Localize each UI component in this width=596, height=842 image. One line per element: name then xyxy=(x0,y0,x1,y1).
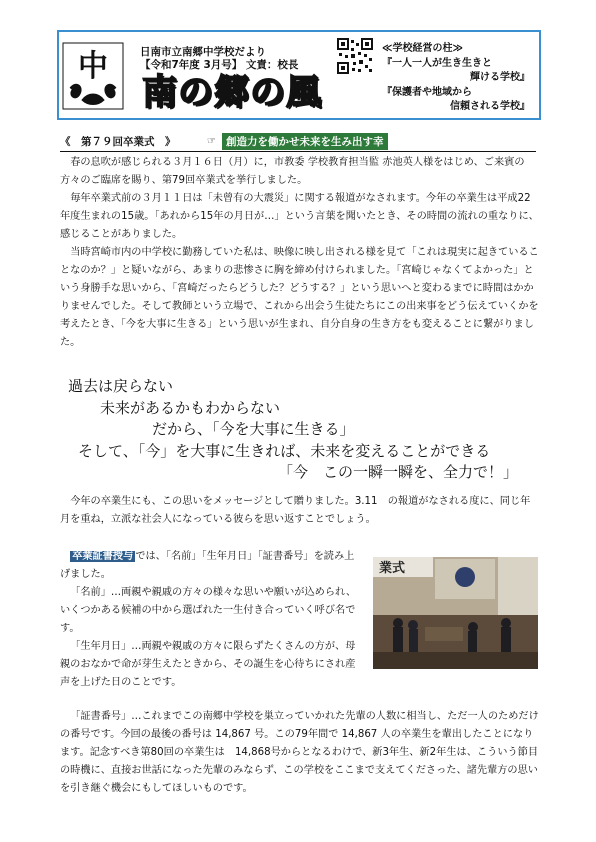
number-paragraph: 「証書番号」…これまでこの南郷中学校を巣立っていかれた先輩の人数に相当し、ただ一人のためだけの番号です。今回の最後の番号は 14,867 号。この79年間で 14,867 人の卒業生を輩出したことになります。記念すべき第80回の卒業生は 14,868号からとなるわけで、新3年生、新2年生は、こういう節目の時機に、直接お世話になった先輩のみならず、この学校をここまで支えてくださった、諸先輩方の思いを引き継ぐ機会にもしてほしいものです。 xyxy=(60,711,539,794)
poem-line-4: そして、「今」を大事に生きれば、未来を変えることができる xyxy=(78,441,491,460)
serial-number-section xyxy=(60,708,540,798)
birth-paragraph: 「生年月日」…両親や親戚の方々に限らずたくさんの方が、母親のおなかで命が芽生えたときから、その誕生を心待ちにされ産声を上げた日のことです。 xyxy=(60,641,356,688)
school-emblem-icon xyxy=(62,42,124,110)
section-title: 《 第７９回卒業式 》 xyxy=(60,136,176,148)
poem-line-1: 過去は戻らない xyxy=(68,377,174,395)
paragraph-3: 当時宮崎市内の中学校に勤務していた私は、映像に映し出される様を見て「これは現実に起きていることなのか？」と疑いながら、あまりの悲惨さに胸を締め付けられました。「宮崎じゃなくてよかった」という身勝手な思いから、「宮崎だったらどうした？どうする？」という思いへと変わるまでに時間はかかりませんでした。そして教師という立場で、これから出会う生徒たちにこの出来事をどう伝えていくかを考えたとき、「今を大事に生きる」という思いが生まれ、自分自身の生き方をも変えることに繋がりました。 xyxy=(60,247,539,348)
diploma-intro-text: では、「名前」「生年月日」「証書番号」を読み上げました。 xyxy=(60,551,355,580)
pillar-line-3: 『保護者や地域から xyxy=(382,86,472,98)
diploma-intro xyxy=(60,548,364,584)
section-heading xyxy=(60,134,540,152)
paragraph-2: 毎年卒業式前の３月１１日は「未曾有の大震災」に関する報道がなされます。今年の卒業生は平成22年度生まれの15歳。「あれから15年の月日が…」という言葉を聞いたとき、その時間の流れの重なりに、感じることがありました。 xyxy=(60,193,539,240)
diploma-section xyxy=(60,548,364,692)
poem-line-2: 未来があるかもわからない xyxy=(100,398,281,417)
qr-code-icon[interactable] xyxy=(337,38,373,74)
school-pillars xyxy=(382,42,542,115)
school-name: 日南市立南郷中学校だより xyxy=(140,46,266,58)
message-paragraph: 今年の卒業生にも、この思いをメッセージとして贈りました。3.11 の報道がなされる度に、同じ年月を重ね，立派な社会人になっている彼らを思い返すことでしょう。 xyxy=(60,496,531,525)
article-body xyxy=(60,154,540,352)
pillars-title: ≪学校経営の柱≫ xyxy=(382,43,463,54)
pointing-arrow-icon: ☞ xyxy=(207,136,216,147)
pillar-line-2: 輝ける学校』 xyxy=(470,72,530,83)
message-poem xyxy=(60,376,540,484)
message-section xyxy=(60,493,540,529)
school-theme-badge: 創造力を働かせ未来を生み出す幸 xyxy=(222,133,388,150)
poem-line-3: だから、「今を大事に生きる」 xyxy=(152,420,355,438)
section-divider xyxy=(60,151,536,152)
emblem-char: 中 xyxy=(78,49,108,84)
poem-line-5: 「今 この一瞬一瞬を、全力で！」 xyxy=(278,463,519,481)
issue-info: 【令和7年度 3月号】 文責：校長 xyxy=(140,59,299,71)
pillar-line-4: 信頼される学校』 xyxy=(450,101,530,112)
photo-banner-text: 業式 xyxy=(379,561,406,576)
pillar-line-1: 『一人一人が生き生きと xyxy=(382,57,492,69)
masthead-title: 南の郷の風 xyxy=(142,73,323,113)
name-paragraph: 「名前」…両親や親戚の方々の様々な思いや願いが込められ、いくつかある候補の中から選ばれた一生付き合っていく呼び名です。 xyxy=(60,587,357,634)
ceremony-photo xyxy=(373,557,538,669)
diploma-heading: 卒業証書授与 xyxy=(72,551,134,562)
paragraph-1: 春の息吹が感じられる３月１６日（月）に，市教委 学校教育担当監 赤池英人様をはじめ、ご来賓の方々のご臨席を賜り、第79回卒業式を挙行しました。 xyxy=(60,157,525,186)
